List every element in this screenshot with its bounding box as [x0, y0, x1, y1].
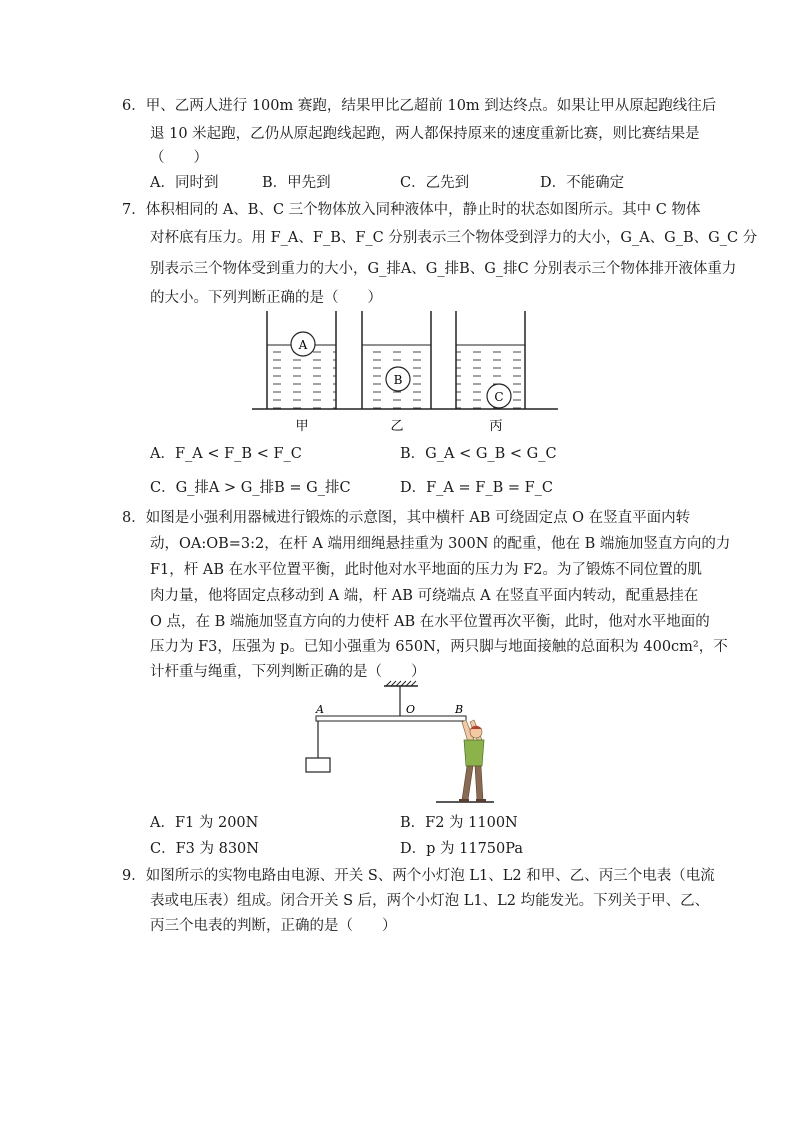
q8-option-a: A．F1 为 200N [150, 815, 259, 831]
q7-line-3: 别表示三个物体受到重力的大小，G_排A、G_排B、G_排C 分别表示三个物体排开液体重力 [150, 261, 737, 277]
beaker-1 [267, 311, 336, 409]
q6-line-1: 6．甲、乙两人进行 100m 赛跑，结果甲比乙超前 10m 到达终点。如果让甲从原起跑线往后 [122, 98, 717, 114]
q8-line-4: 肉力量，他将固定点移动到 A 端，杆 AB 可绕端点 A 在竖直平面内转动，配重悬挂在 [150, 588, 699, 604]
point-a-label: A [316, 703, 324, 716]
q7-line-1: 7．体积相同的 A、B、C 三个物体放入同种液体中，静止时的状态如图所示。其中 C 物体 [122, 202, 701, 218]
q7-beakers-figure [250, 308, 560, 438]
lever-bar [316, 716, 466, 721]
q8-line-1: 8．如图是小强利用器械进行锻炼的示意图，其中横杆 AB 可绕固定点 O 在竖直平面内转 [122, 510, 691, 526]
q8-line-2: 动，OA:OB=3:2，在杆 A 端用细绳悬挂重为 300N 的配重，他在 B 端施加竖直方向的力 [150, 536, 731, 552]
beaker-3 [456, 311, 525, 409]
q8-lever-figure [296, 680, 526, 808]
q9-line-2: 表或电压表）组成。闭合开关 S 后，两个小灯泡 L1、L2 均能发光。下列关于甲、乙、 [150, 893, 710, 909]
q8-line-6: 压力为 F3，压强为 p。已知小强重为 650N，两只脚与地面接触的总面积为 400cm²，不 [150, 639, 728, 655]
q8-option-c: C．F3 为 830N [150, 841, 259, 857]
q6-line-3: （ ） [150, 150, 208, 166]
q9-line-3: 丙三个电表的判断，正确的是（ ） [150, 918, 397, 934]
point-o-label: O [406, 703, 416, 716]
q7-option-c: C．G_排A > G_排B = G_排C [150, 480, 351, 496]
q8-option-b: B．F2 为 1100N [400, 815, 518, 831]
q7-option-d: D．F_A = F_B = F_C [400, 480, 554, 496]
q9-line-1: 9．如图所示的实物电路由电源、开关 S、两个小灯泡 L1、L2 和甲、乙、丙三个电表（电流 [122, 868, 715, 884]
q7-option-b: B．G_A < G_B < G_C [400, 446, 557, 462]
q7-line-2: 对杯底有压力。用 F_A、F_B、F_C 分别表示三个物体受到浮力的大小，G_A、G_B、G_C 分 [150, 230, 758, 246]
beaker-3-label: 丙 [489, 419, 503, 434]
man-figure [459, 720, 486, 802]
point-b-label: B [455, 703, 464, 716]
ball-c-label: C [494, 390, 504, 404]
counterweight [306, 758, 330, 772]
q6-option-a: A．同时到 [150, 175, 219, 191]
beaker-2-label: 乙 [390, 419, 404, 434]
ceiling-hatch [384, 681, 418, 686]
beaker-2 [362, 311, 431, 409]
q6-option-c: C．乙先到 [400, 175, 470, 191]
q6-option-d: D．不能确定 [540, 175, 625, 191]
q6-line-2: 退 10 米起跑，乙仍从原起跑线起跑，两人都保持原来的速度重新比赛，则比赛结果是 [150, 126, 700, 142]
q8-option-d: D．p 为 11750Pa [400, 841, 524, 857]
beaker-1-label: 甲 [295, 419, 309, 434]
ball-b-label: B [393, 373, 403, 387]
ball-a-label: A [298, 338, 308, 352]
q8-line-7: 计杆重与绳重，下列判断正确的是（ ） [150, 664, 426, 680]
q8-line-3: F1，杆 AB 在水平位置平衡，此时他对水平地面的压力为 F2。为了锻炼不同位置的肌 [150, 562, 703, 578]
q6-option-b: B．甲先到 [262, 175, 331, 191]
q8-line-5: O 点，在 B 端施加竖直方向的力使杆 AB 在水平位置再次平衡，此时，他对水平地面的 [150, 614, 710, 630]
q7-line-4: 的大小。下列判断正确的是（ ） [150, 290, 382, 306]
q7-option-a: A．F_A < F_B < F_C [150, 446, 302, 462]
